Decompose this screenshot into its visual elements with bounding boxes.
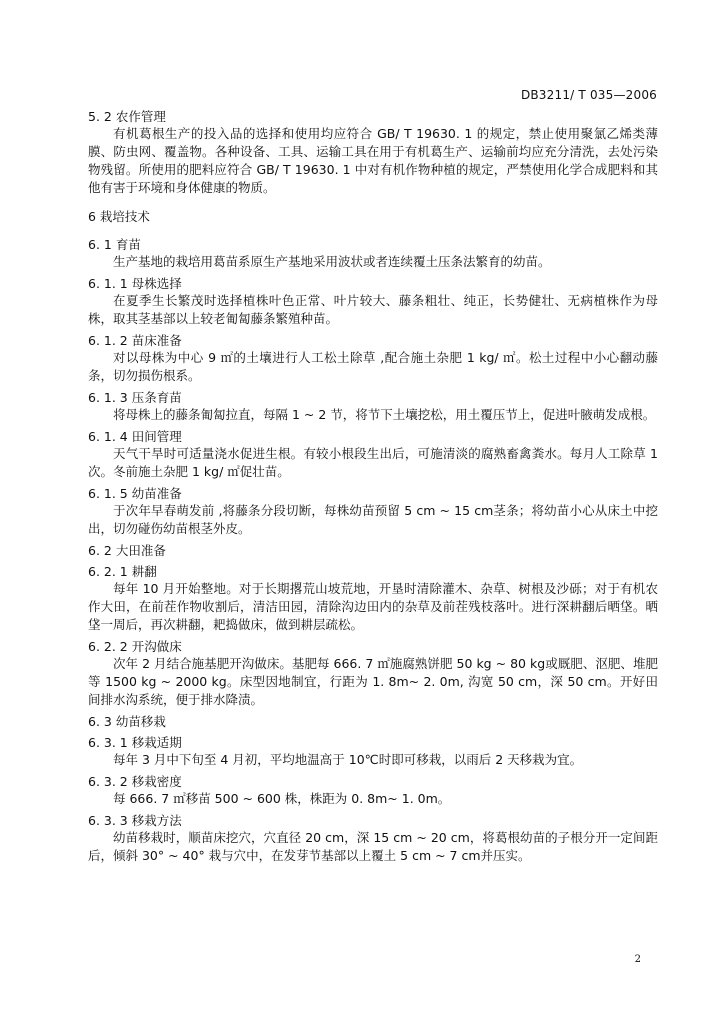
paragraph-6-3-1: 每年 3 月中下旬至 4 月初，平均地温高于 10℃时即可移栽，以雨后 2 天移栽为宜。 bbox=[113, 752, 583, 767]
section-heading-6-3-1: 6. 3. 1 移栽适期 bbox=[88, 735, 182, 750]
paragraph-6-2-2: 次年 2 月结合施基肥开沟做床。基肥每 666. 7 ㎡施腐熟饼肥 50 kg ~ 80 kg或厩肥、沤肥、堆肥等 1500 kg ~ 2000 kg。床型因地制宜，行距为 1. 8m~ 2. 0m, 沟宽 50 cm，深 50 cm。开好田间排水沟系统，便于排水降渍。 bbox=[88, 656, 658, 707]
paragraph-6-3-3: 幼苗移栽时，顺苗床挖穴，穴直径 20 cm，深 15 cm ~ 20 cm，将葛根幼苗的子根分开一定间距后，倾斜 30° ~ 40° 栽与穴中，在发芽节基部以上覆土 5 cm ~ 7 cm并压实。 bbox=[88, 830, 658, 863]
section-heading-6-1-3: 6. 1. 3 压条育苗 bbox=[88, 390, 182, 405]
section-heading-6-3-3: 6. 3. 3 移栽方法 bbox=[88, 813, 182, 828]
section-heading-6-1: 6. 1 育苗 bbox=[88, 237, 141, 252]
page-number: 2 bbox=[634, 954, 641, 965]
paragraph-6-2-1: 每年 10 月开始整地。对于长期撂荒山坡荒地，开垦时清除灌木、杂草、树根及沙砾；对于有机农作大田，在前茬作物收割后，清洁田园，清除沟边田内的杂草及前茬残枝落叶。进行深耕翻后晒垡。晒垡一周后，再次耕翻，耙捣做床，做到耕层疏松。 bbox=[88, 581, 658, 632]
section-heading-6-2: 6. 2 大田准备 bbox=[88, 543, 166, 558]
paragraph-6-1-4: 天气干旱时可适量浇水促进生根。有较小根段生出后，可施清淡的腐熟畜禽粪水。每月人工除草 1 次。冬前施土杂肥 1 kg/ ㎡促壮苗。 bbox=[88, 446, 658, 479]
section-heading-6: 6 栽培技术 bbox=[88, 209, 150, 224]
section-heading-6-3: 6. 3 幼苗移栽 bbox=[88, 714, 166, 729]
paragraph-6-3-2: 每 666. 7 ㎡移苗 500 ~ 600 株，株距为 0. 8m~ 1. 0m。 bbox=[113, 791, 451, 806]
section-heading-6-1-5: 6. 1. 5 幼苗准备 bbox=[88, 486, 182, 501]
section-heading-6-1-4: 6. 1. 4 田间管理 bbox=[88, 429, 182, 444]
section-heading-5-2: 5. 2 农作管理 bbox=[88, 109, 166, 124]
paragraph-5-2: 有机葛根生产的投入品的选择和使用均应符合 GB/ T 19630. 1 的规定，禁止使用聚氯乙烯类薄膜、防虫网、覆盖物。各种设备、工具、运输工具在用于有机葛生产、运输前均应充分清洗，去处污染物残留。所使用的肥料应符合 GB/ T 19630. 1 中对有机作物种植的规定，严禁使用化学合成肥料和其他有害于环境和身体健康的物质。 bbox=[88, 126, 658, 195]
section-heading-6-2-2: 6. 2. 2 开沟做床 bbox=[88, 639, 182, 654]
document-body bbox=[88, 109, 658, 865]
paragraph-6-1-3: 将母株上的藤条匍匐拉直，每隔 1 ~ 2 节，将节下土壤挖松，用土覆压节上，促进叶腋萌发成根。 bbox=[113, 407, 656, 422]
paragraph-6-1-2: 对以母株为中心 9 ㎡的土壤进行人工松土除草 ,配合施土杂肥 1 kg/ ㎡。松土过程中小心翻动藤条，切勿损伤根系。 bbox=[88, 350, 658, 383]
section-heading-6-1-1: 6. 1. 1 母株选择 bbox=[88, 276, 182, 291]
standard-code: DB3211/ T 035—2006 bbox=[520, 88, 657, 102]
paragraph-6-1-1: 在夏季生长繁茂时选择植株叶色正常、叶片较大、藤条粗壮、纯正，长势健壮、无病植株作为母株，取其茎基部以上较老匍匐藤条繁殖种苗。 bbox=[88, 293, 658, 326]
section-heading-6-1-2: 6. 1. 2 苗床准备 bbox=[88, 333, 182, 348]
section-heading-6-2-1: 6. 2. 1 耕翻 bbox=[88, 564, 157, 579]
paragraph-6-1: 生产基地的栽培用葛苗系原生产基地采用波状或者连续覆土压条法繁育的幼苗。 bbox=[113, 254, 551, 269]
paragraph-6-1-5: 于次年早春萌发前 ,将藤条分段切断，每株幼苗预留 5 cm ~ 15 cm茎条；将幼苗小心从床土中挖出，切勿碰伤幼苗根茎外皮。 bbox=[88, 503, 658, 536]
section-heading-6-3-2: 6. 3. 2 移栽密度 bbox=[88, 774, 182, 789]
